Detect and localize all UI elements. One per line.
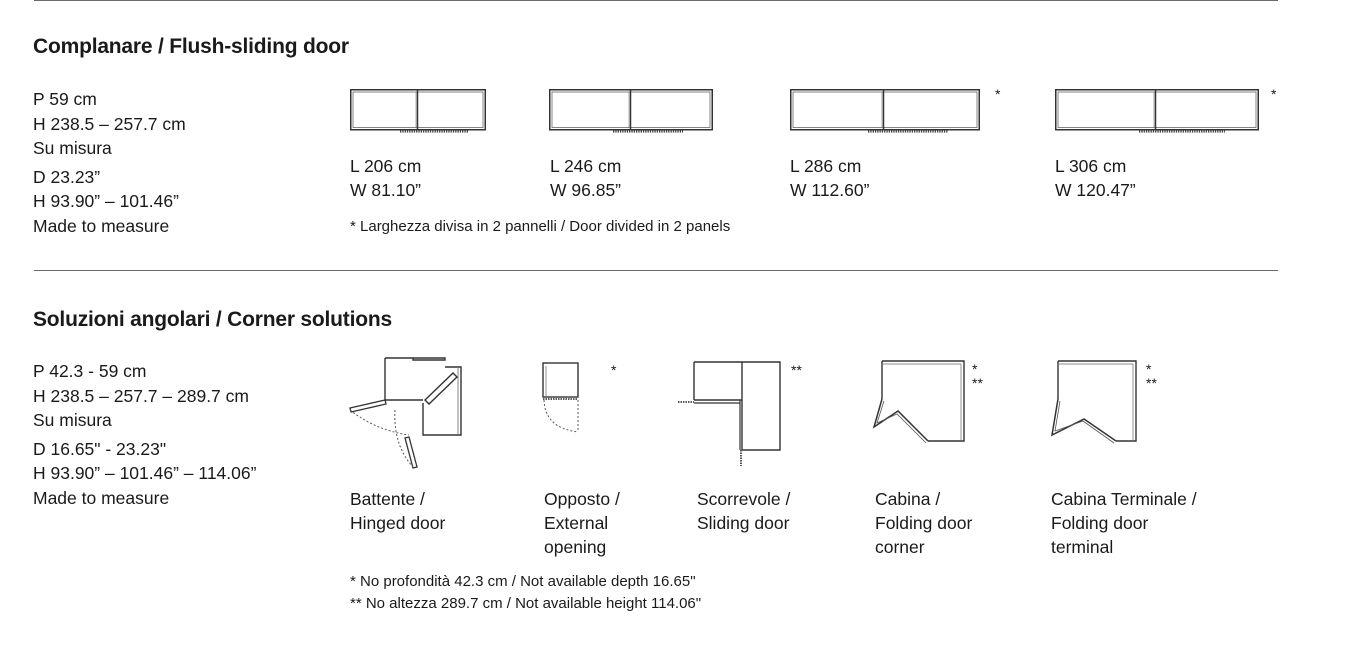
flush-door-206-drawing [350,89,486,135]
corner-folding-door-corner-label [875,487,972,559]
flush-door-206-width: W 81.10” [350,180,421,200]
corner-folding-door-corner-label-line1: Cabina / [875,489,941,509]
corner-external-opening-label-line1: Opposto / [544,489,620,509]
corner-folding-door-terminal-asterisk-1: * [1146,361,1152,377]
corner-external-opening-label-line3: opening [544,537,607,557]
flush-section-title: Complanare / Flush-sliding door [33,35,349,58]
corner-hinged-door-label-line1: Battente / [350,489,425,509]
corner-external-opening-label-line2: External [544,513,609,533]
flush-spec-custom-it: Su misura [33,138,112,158]
corner-footnote-depth: * No profondità 42.3 cm / Not available depth 16.65" [350,573,696,590]
flush-spec-custom-en: Made to measure [33,215,170,236]
corner-specs [33,359,256,510]
corner-section-title: Soluzioni angolari / Corner solutions [33,308,392,331]
corner-folding-door-terminal-drawing [1044,359,1144,449]
corner-folding-door-terminal-asterisk-2: ** [1146,375,1157,391]
flush-door-306-length: L 306 cm [1055,156,1127,176]
corner-hinged-door-drawing [345,355,470,475]
corner-spec-depth-in: D 16.65" - 23.23" [33,438,167,459]
section-divider-top [34,0,1278,1]
corner-folding-door-corner-asterisk-2: ** [972,375,983,391]
corner-external-opening-drawing [540,362,585,437]
corner-sliding-door-drawing [678,360,788,470]
corner-hinged-door-label-line2: Hinged door [350,513,446,533]
corner-spec-depth-cm: P 42.3 - 59 cm [33,361,147,381]
corner-sliding-door-asterisk: ** [791,362,802,378]
flush-door-286-asterisk: * [995,86,1001,102]
corner-folding-door-terminal-label-line3: terminal [1051,537,1114,557]
corner-hinged-door-label [350,487,445,535]
flush-door-286-length: L 286 cm [790,156,862,176]
flush-door-306-width: W 120.47” [1055,180,1136,200]
corner-sliding-door-label [697,487,790,535]
corner-folding-door-corner-asterisk-1: * [972,361,978,377]
corner-spec-custom-en: Made to measure [33,487,170,508]
flush-spec-height-cm: H 238.5 – 257.7 cm [33,113,186,134]
flush-door-306-asterisk: * [1271,86,1277,102]
corner-external-opening-label [544,487,620,559]
flush-specs [33,87,186,238]
corner-spec-height-cm: H 238.5 – 257.7 – 289.7 cm [33,385,249,406]
flush-door-286-width: W 112.60” [790,180,870,200]
flush-door-246-drawing [549,89,713,135]
flush-door-286-drawing [790,89,980,135]
corner-spec-height-in: H 93.90” – 101.46” – 114.06” [33,463,257,483]
flush-spec-height-in: H 93.90” – 101.46” [33,191,179,211]
corner-sliding-door-label-line1: Scorrevole / [697,489,791,509]
corner-folding-door-corner-label-line2: Folding door [875,513,973,533]
flush-door-306-drawing [1055,89,1259,135]
section-divider-middle [34,270,1278,271]
corner-folding-door-terminal-label [1051,487,1197,559]
corner-folding-door-corner-label-line3: corner [875,537,925,557]
flush-spec-depth-in: D 23.23” [33,166,101,187]
corner-sliding-door-label-line2: Sliding door [697,513,790,533]
flush-door-246-width: W 96.85” [550,180,621,200]
corner-footnote-height: ** No altezza 289.7 cm / Not available height 114.06" [350,595,702,612]
corner-folding-door-terminal-label-line1: Cabina Terminale / [1051,489,1197,509]
corner-folding-door-terminal-label-line2: Folding door [1051,513,1149,533]
flush-spec-depth-cm: P 59 cm [33,89,97,109]
flush-footnote: * Larghezza divisa in 2 pannelli / Door divided in 2 panels [350,218,731,235]
flush-door-246-length: L 246 cm [550,156,622,176]
corner-spec-custom-it: Su misura [33,410,112,430]
corner-external-opening-asterisk: * [611,362,617,378]
flush-door-206-length: L 206 cm [350,156,422,176]
corner-folding-door-corner-drawing [868,359,968,449]
